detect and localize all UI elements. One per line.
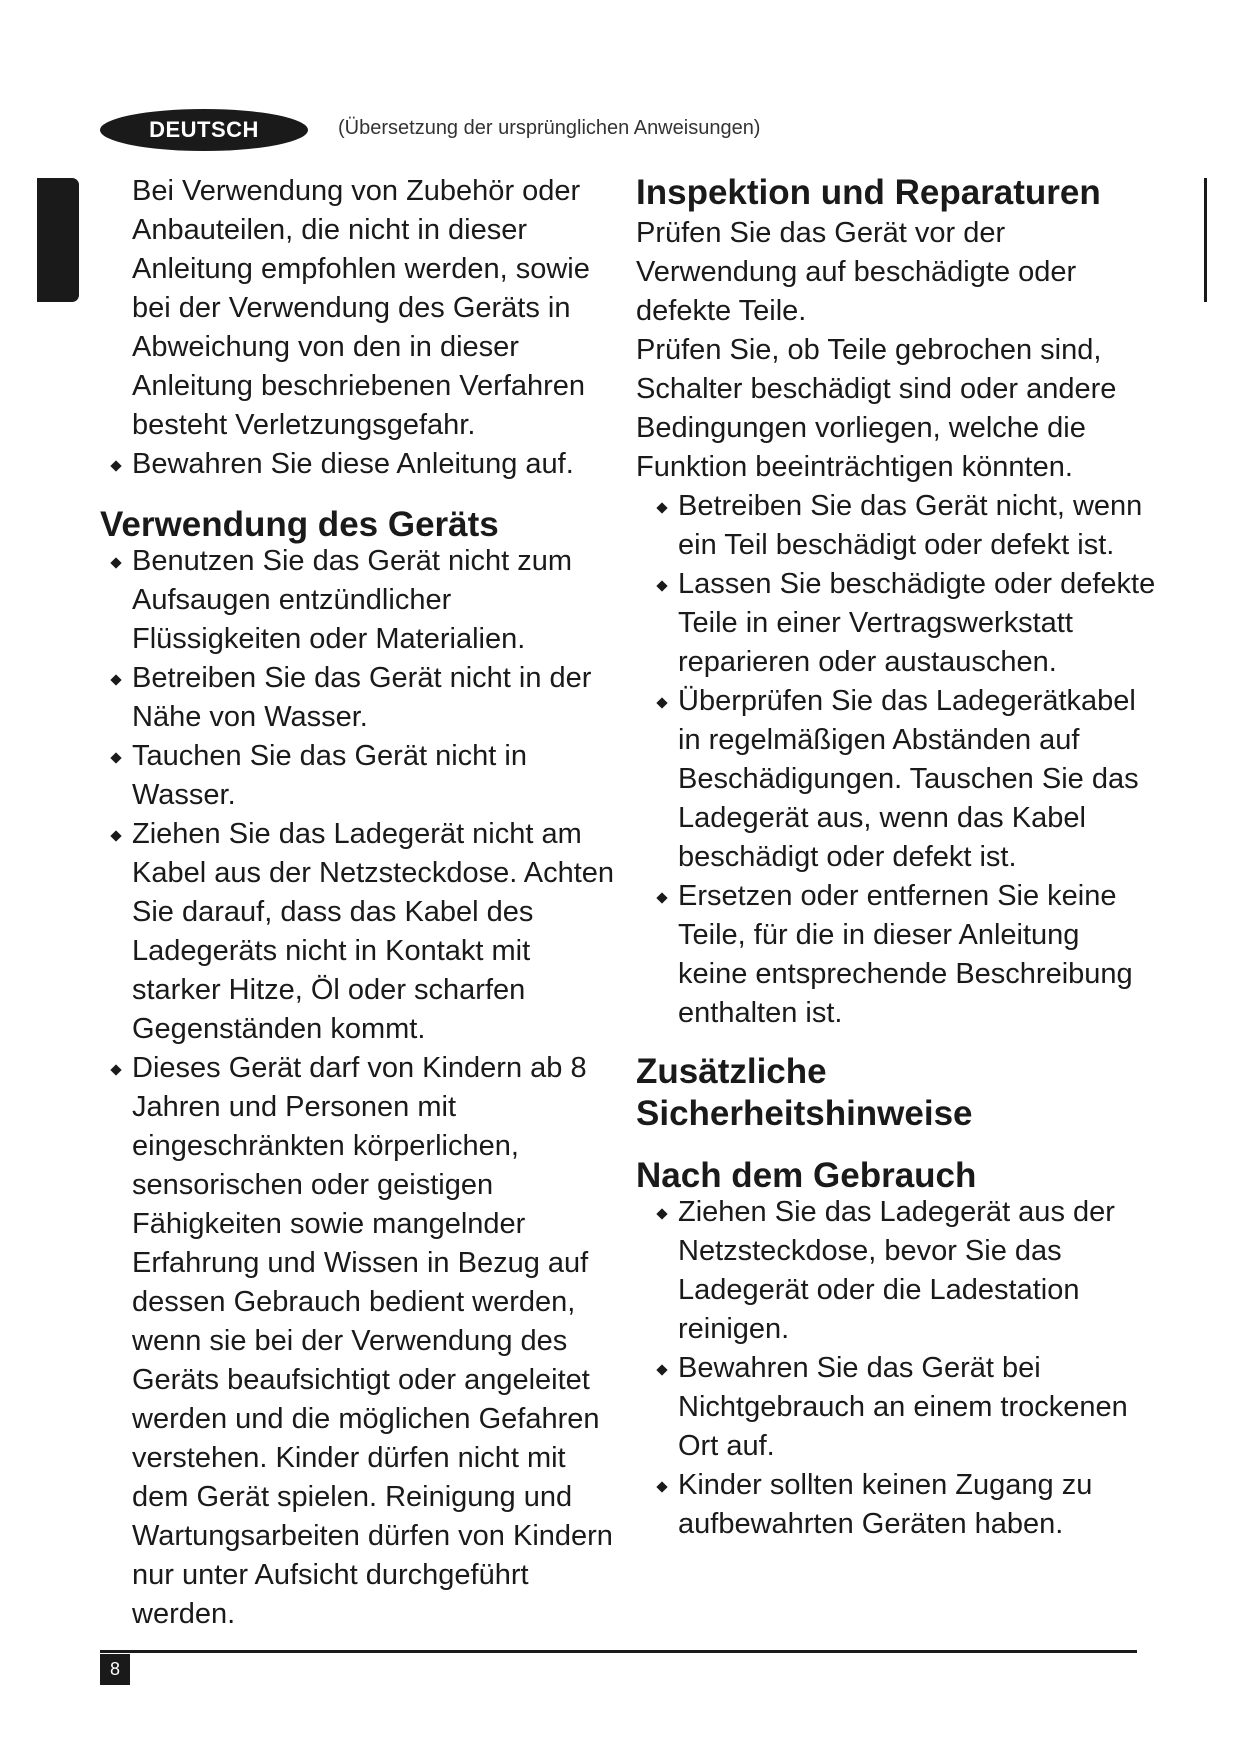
section-heading-after-use: Nach dem Gebrauch [636, 1156, 977, 1195]
list-item: Überprüfen Sie das Ladegerätkabel in regelmäßigen Abständen auf Beschädigungen. Tauschen Sie das Ladegerät aus, wenn das Kabel beschädigt oder defekt ist. [646, 682, 1156, 877]
list-item: Dieses Gerät darf von Kindern ab 8 Jahren und Personen mit eingeschränkten körperlichen, sensorischen oder geistigen Fähigkeiten sowie mangelnder Erfahrung und Wissen in Bezug auf dessen Gebrauch bedient werden, wenn sie bei der Verwendung des Geräts beaufsichtigt oder angeleitet werden und die möglichen Gefahren verstehen. Kinder dürfen nicht mit dem Gerät spielen. Reinigung und Wartungsarbeiten dürfen von Kindern nur unter Aufsicht durchgeführt werden. [100, 1049, 620, 1634]
inspection-paragraph-2: Prüfen Sie, ob Teile gebrochen sind, Schalter beschädigt sind oder andere Bedingungen vorliegen, welche die Funktion beeinträchtigen könnten. [636, 334, 1117, 483]
list-item: Betreiben Sie das Gerät nicht in der Nähe von Wasser. [100, 659, 620, 737]
list-item: Betreiben Sie das Gerät nicht, wenn ein Teil beschädigt oder defekt ist. [646, 487, 1156, 565]
list-item: Ziehen Sie das Ladegerät nicht am Kabel aus der Netzsteckdose. Achten Sie darauf, dass das Kabel des Ladegeräts nicht in Kontakt mit starker Hitze, Öl oder scharfen Gegenständen kommt. [100, 815, 620, 1049]
list-item: Kinder sollten keinen Zugang zu aufbewahrten Geräten haben. [646, 1466, 1156, 1544]
inspection-paragraph-1: Prüfen Sie das Gerät vor der Verwendung auf beschädigte oder defekte Teile. [636, 217, 1077, 327]
list-item: Bewahren Sie das Gerät bei Nichtgebrauch an einem trockenen Ort auf. [646, 1349, 1156, 1466]
footer-rule [100, 1650, 1137, 1653]
inspection-bullet-list [646, 487, 1156, 1033]
list-item: Ziehen Sie das Ladegerät aus der Netzsteckdose, bevor Sie das Ladegerät oder die Ladestation reinigen. [646, 1193, 1156, 1349]
translation-note: (Übersetzung der ursprünglichen Anweisungen) [338, 117, 761, 139]
left-column [100, 172, 620, 1634]
list-item: Bewahren Sie diese Anleitung auf. [100, 445, 620, 484]
usage-bullet-list [100, 542, 620, 1634]
right-column [636, 172, 1156, 1544]
section-heading-usage: Verwendung des Geräts [100, 505, 499, 544]
list-item: Tauchen Sie das Gerät nicht in Wasser. [100, 737, 620, 815]
intro-bullet-list [100, 445, 620, 484]
language-badge: DEUTSCH [100, 109, 308, 151]
page-number: 8 [100, 1654, 130, 1685]
list-item: Lassen Sie beschädigte oder defekte Teile in einer Vertragswerkstatt reparieren oder austauschen. [646, 565, 1156, 682]
list-item: Benutzen Sie das Gerät nicht zum Aufsaugen entzündlicher Flüssigkeiten oder Materialien. [100, 542, 620, 659]
intro-paragraph: Bei Verwendung von Zubehör oder Anbauteilen, die nicht in dieser Anleitung empfohlen werden, sowie bei der Verwendung des Geräts in Abweichung von den in dieser Anleitung beschriebenen Verfahren besteht Verletzungsgefahr. [132, 175, 590, 441]
after-use-bullet-list [646, 1193, 1156, 1544]
section-heading-inspection: Inspektion und Reparaturen [636, 173, 1101, 212]
side-tab-marker [37, 178, 79, 302]
right-margin-rule [1204, 178, 1207, 302]
list-item: Ersetzen oder entfernen Sie keine Teile, für die in dieser Anleitung keine entsprechende Beschreibung enthalten ist. [646, 877, 1156, 1033]
section-heading-additional-safety: Zusätzliche Sicherheitshinweise [636, 1052, 973, 1133]
